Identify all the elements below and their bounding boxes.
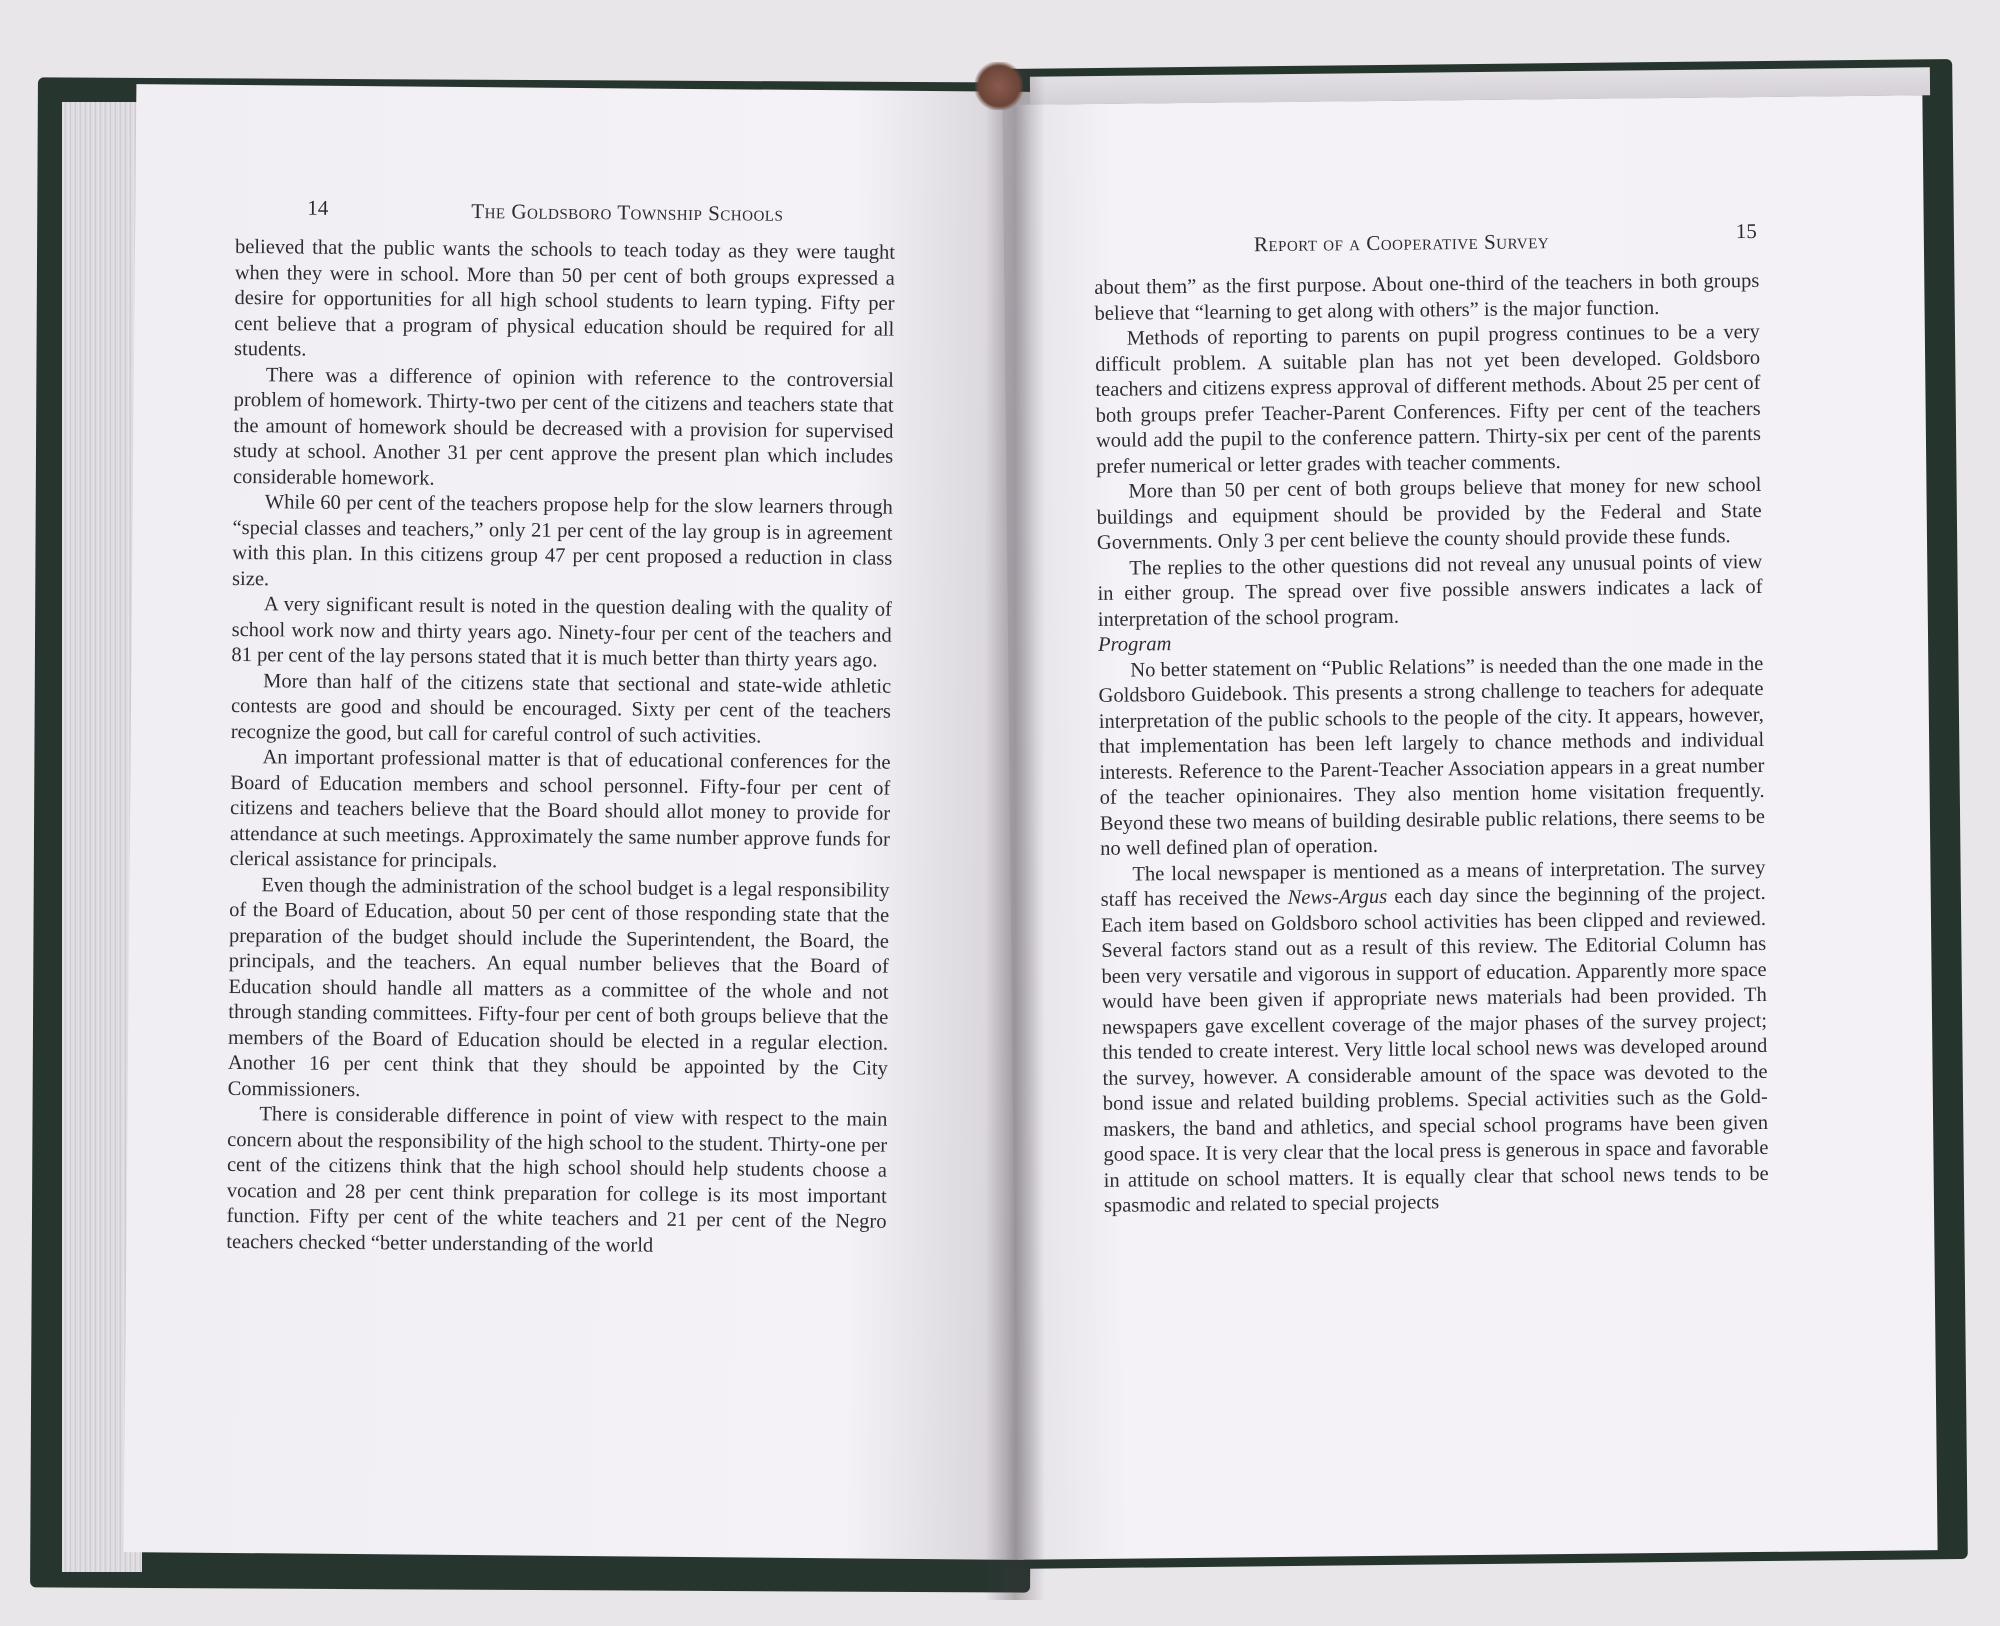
left-paragraph: There is considerable difference in point of view with respect to the main concern about the responsibility of the high school to the student. Thirty-one per cent of the citizens think that the high school should help students choose a vocation and 28 per cent think preparation for college is its most important function. Fifty per cent of the white teachers and 21 per cent of the Negro teachers checked “better understanding of the world bbox=[226, 1103, 888, 1257]
left-paragraph: An important professional matter is that of educational conferences for the Board of Education members and school personnel. Fifty-four per cent of citizens and teachers believe that the Board should allot money to provide for attendance at such meetings. Approximately the same number approve funds for clerical assistance for principals. bbox=[229, 746, 891, 873]
right-page-number: 15 bbox=[1735, 218, 1757, 244]
left-paragraph: There was a difference of opinion with reference to the controversial problem of homework. Thirty-two per cent of the citizens and teachers state that the amount of homework should be decreased with a provision for supervised study at school. Another 31 per cent approve the present plan which includes considerable homework. bbox=[232, 363, 894, 490]
left-paragraph: More than half of the citizens state that sectional and state-wide athletic contests are good and should be encouraged. Sixty per cent of the teachers recognize the good, but call for careful control of such activities. bbox=[230, 669, 892, 748]
left-page-body bbox=[226, 235, 895, 1261]
paragraph-text: each day since the beginning of the project. Each item based on Goldsboro school activities has been clipped and reviewed. Several factors stand out as a result of this review. The Editorial Column has been very versatile and vigorous in support of education. Apparently more space would have been given if appropriate news materials had been provided. Th newspapers gave excellent coverage of the major phases of the survey project; this tended to create interest. Very little local school news was developed around the survey, however. A considerable amount of the space was devoted to the bond issue and related building problems. Special activities such as the Gold-maskers, the band and athletics, and special school programs have been given good space. It is very clear that the local press is generous in space and favorable in attitude on school matters. It is equally clear that school news tends to be spasmodic and related to special projects bbox=[1100, 881, 1769, 1217]
left-page-number: 14 bbox=[307, 195, 329, 220]
left-page bbox=[124, 84, 1037, 1560]
left-paragraph: A very significant result is noted in the question dealing with the quality of school work now and thirty years ago. Ninety-four per cent of the teachers and 81 per cent of the lay persons stated that it is much better than thirty years ago. bbox=[231, 593, 892, 672]
spine-headband bbox=[975, 62, 1023, 110]
paragraph-text: The local newspaper is mentioned as a means of interpretation. The survey staff has received the bbox=[1100, 856, 1766, 911]
left-running-head: The Goldsboro Township Schools bbox=[471, 199, 784, 226]
right-page bbox=[1002, 95, 1937, 1560]
right-paragraph: No better statement on “Public Relations” is needed than the one made in the Goldsboro Guidebook. This presents a strong challenge to teachers for adequate interpretation of the public schools to the people of the city. It appears, however, that implementation has been left largely to chance methods and individual interests. Reference to the Parent-Teacher Association appears in a great number of the teacher opinionaires. They also mention home visitation frequently. Beyond these two means of building desirable public relations, there seems to be no well defined plan of operation. bbox=[1098, 652, 1766, 860]
right-paragraph: about them” as the first purpose. About one-third of the teachers in both groups believe that “learning to get along with others” is the major function. bbox=[1094, 269, 1760, 325]
newspaper-name: News-Argus bbox=[1287, 885, 1388, 909]
left-paragraph: believed that the public wants the schools to teach today as they were taught when they were in school. More than 50 per cent of both groups expressed a desire for opportunities for all high school students to learn typing. Fifty per cent believe that a program of physical education should be required for all students. bbox=[234, 235, 896, 361]
right-paragraph: More than 50 per cent of both groups believe that money for new school buildings and equipment should be provided by the Federal and State Governments. Only 3 per cent believe the county should provide these funds. bbox=[1096, 473, 1762, 554]
right-running-head: Report of a Cooperative Survey bbox=[1253, 229, 1550, 257]
right-paragraph bbox=[1100, 855, 1769, 1219]
right-paragraph: Methods of reporting to parents on pupil progress continues to be a very difficult problem. A suitable plan has not yet been developed. Goldsboro teachers and citizens express approval of different methods. About 25 per cent of both groups prefer Teacher-Parent Conferences. Fifty per cent of the teachers would add the pupil to the conference pattern. Thirty-six per cent of the parents prefer numerical or letter grades with teacher comments. bbox=[1095, 320, 1762, 478]
gutter-shadow bbox=[985, 70, 1045, 1600]
section-heading-program: Program bbox=[1097, 633, 1172, 656]
left-paragraph: Even though the administration of the school budget is a legal responsibility of the Board of Education, about 50 per cent of those responding state that the preparation of the budget should include the Superintendent, the Board, the principals, and the teachers. An equal number believes that the Board of Education should handle all matters as a committee of the whole and not through standing committees. Fifty-four per cent of both groups believe that the members of the Board of Education should be elected in a regular election. Another 16 per cent think that they should be appointed by the City Commissioners. bbox=[227, 873, 890, 1101]
left-paragraph: While 60 per cent of the teachers propose help for the slow learners through “special classes and teachers,” only 21 per cent of the lay group is in agreement with this plan. In this citizens group 47 per cent proposed a reduction in class size. bbox=[232, 491, 893, 590]
right-paragraph: The replies to the other questions did not reveal any unusual points of view in either group. The spread over five possible answers indicates a lack of interpretation of the school program. bbox=[1097, 550, 1763, 631]
right-page-body bbox=[1094, 269, 1769, 1219]
